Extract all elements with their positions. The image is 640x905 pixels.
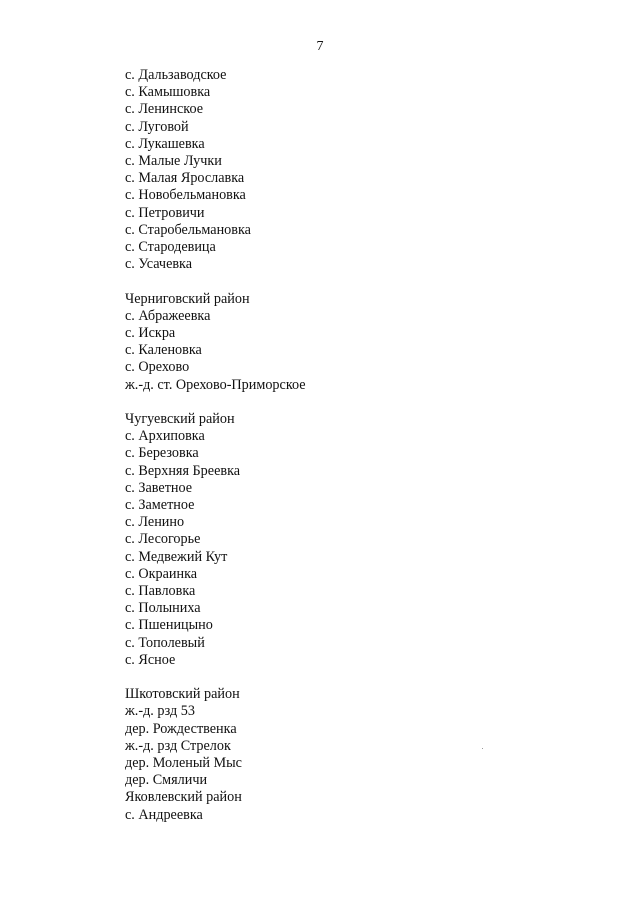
list-item: дер. Моленый Мыс [125, 755, 242, 772]
district-heading: Черниговский район [125, 290, 250, 307]
list-item: с. Андреевка [125, 806, 203, 823]
list-item: с. Павловка [125, 583, 196, 600]
list-item: с. Верхняя Бреевка [125, 462, 241, 479]
list-item: с. Стародевица [125, 239, 216, 256]
scan-speck [482, 748, 483, 749]
list-item: с. Окраинка [125, 565, 198, 582]
list-item: с. Березовка [125, 445, 199, 462]
page-number: 7 [316, 39, 324, 54]
list-item: с. Архиповка [125, 428, 205, 445]
district-heading: Чугуевский район [125, 411, 235, 428]
list-item: с. Ленино [125, 514, 185, 531]
list-item: с. Орехово [125, 359, 190, 376]
list-item: с. Луговой [125, 118, 189, 135]
section-chernigovsky [125, 291, 605, 394]
list-item: с. Ясное [125, 651, 176, 668]
section-chuguevsky [125, 411, 605, 669]
district-heading: Шкотовский район [125, 686, 240, 703]
list-item: дер. Рождественка [125, 720, 237, 737]
district-heading: Яковлевский район [125, 789, 242, 806]
section-shkotovsky [125, 686, 605, 789]
list-item: с. Заметное [125, 497, 195, 514]
list-item: с. Малая Ярославка [125, 170, 245, 187]
list-item: с. Каленовка [125, 342, 202, 359]
list-item: с. Камышовка [125, 84, 211, 101]
list-item: с. Заветное [125, 479, 193, 496]
list-item: с. Искра [125, 325, 176, 342]
section-list-continued [125, 67, 605, 273]
list-item: ж.-д. ст. Орехово-Приморское [125, 376, 306, 393]
list-item: с. Старобельмановка [125, 221, 251, 238]
list-item: с. Абражеевка [125, 307, 211, 324]
list-item: ж.-д. рзд Стрелок [125, 737, 231, 754]
list-item: с. Медвежий Кут [125, 548, 228, 565]
list-item: с. Полыниха [125, 600, 201, 617]
list-item: с. Усачевка [125, 256, 193, 273]
list-item: с. Лукашевка [125, 135, 205, 152]
list-item: с. Петровичи [125, 204, 205, 221]
list-item: с. Дальзаводское [125, 67, 227, 83]
list-item: с. Пшеницыно [125, 617, 213, 634]
settlement-list [125, 67, 605, 824]
list-item: дер. Смяличи [125, 772, 208, 789]
list-item: ж.-д. рзд 53 [125, 703, 195, 720]
list-item: с. Ленинское [125, 101, 204, 118]
list-item: с. Малые Лучки [125, 153, 222, 170]
section-yakovlevsky [125, 789, 605, 823]
list-item: с. Новобельмановка [125, 187, 246, 204]
list-item: с. Лесогорье [125, 531, 201, 548]
list-item: с. Тополевый [125, 634, 205, 651]
